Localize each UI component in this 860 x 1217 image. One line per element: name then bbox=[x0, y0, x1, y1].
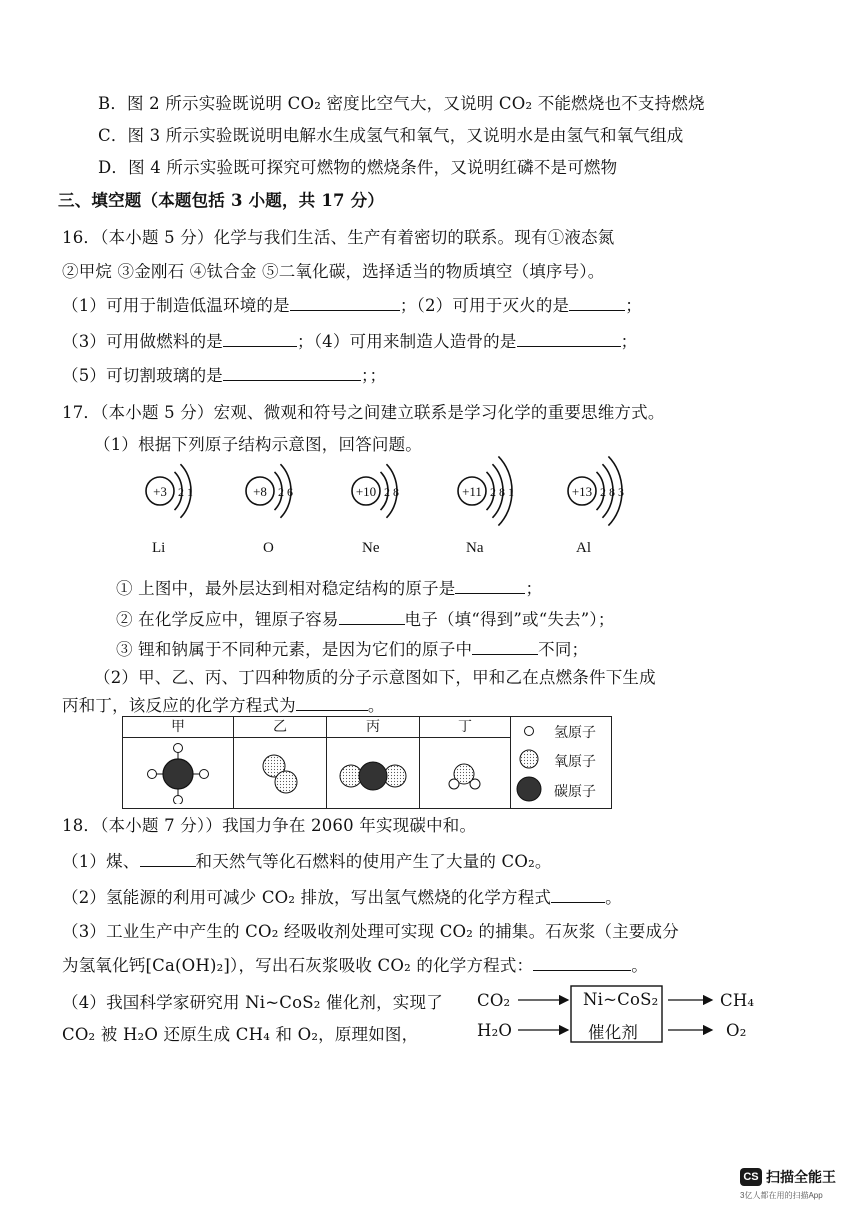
scanner-brand: 扫描全能王 bbox=[766, 1169, 836, 1185]
legend-oxygen: 氧原子 bbox=[554, 754, 596, 770]
q17-sub2-end: 。 bbox=[367, 696, 385, 715]
electron-count: 2 bbox=[384, 485, 390, 499]
q17-q2 bbox=[116, 606, 615, 630]
q18-line-5: （4）我国科学家研究用 Ni~CoS₂ 催化剂，实现了 bbox=[62, 993, 443, 1012]
answer-blank[interactable] bbox=[517, 332, 621, 347]
answer-blank[interactable] bbox=[290, 296, 400, 311]
q17-q3-text: ③ 锂和钠属于不同种元素，是因为它们的原子中 bbox=[116, 640, 473, 659]
q17-q3-end: 不同； bbox=[538, 640, 589, 659]
co2-molecule bbox=[327, 738, 419, 804]
q18-p2a: （2）氢能源的利用可减少 CO₂ 排放，写出氢气燃烧的化学方程式 bbox=[62, 888, 552, 907]
q16-line-2 bbox=[62, 328, 637, 352]
electron-count: 2 bbox=[178, 485, 184, 499]
q16-semicolon: ； bbox=[620, 332, 638, 351]
option-d: D．图 4 所示实验既可探究可燃物的燃烧条件，又说明红磷不是可燃物 bbox=[98, 158, 618, 177]
q17-q1-text: ① 上图中，最外层达到相对稳定结构的原子是 bbox=[116, 579, 456, 598]
atom-nucleus-charge: +8 bbox=[253, 484, 267, 499]
q17-sub2-text: 丙和丁，该反应的化学方程式为 bbox=[62, 696, 296, 715]
q16-stem-2: ②甲烷 ③金刚石 ④钛合金 ⑤二氧化碳，选择适当的物质填空（填序号）。 bbox=[62, 262, 605, 281]
atom-diagram-o bbox=[246, 464, 293, 518]
q18-line-4 bbox=[62, 952, 648, 976]
q18-line-1 bbox=[62, 848, 552, 872]
q16-part5: （5）可切割玻璃的是 bbox=[62, 366, 223, 385]
electron-count: 2 bbox=[278, 485, 284, 499]
q16-stem-1: 16．（本小题 5 分）化学与我们生活、生产有着密切的联系。现有①液态氮 bbox=[62, 228, 615, 247]
atom-nucleus-charge: +10 bbox=[355, 484, 377, 499]
answer-blank[interactable] bbox=[569, 296, 625, 311]
q16-part2: ；（2）可用于灭火的是 bbox=[399, 296, 570, 315]
electron-count: 8 bbox=[393, 485, 399, 499]
q16-tail: ；； bbox=[361, 366, 387, 385]
answer-blank[interactable] bbox=[296, 696, 368, 711]
electron-count: 2 bbox=[490, 485, 496, 499]
legend-hydrogen: 氢原子 bbox=[554, 725, 596, 741]
atom-diagram-al bbox=[568, 456, 624, 525]
q17-q2-text: ② 在化学反应中，锂原子容易 bbox=[116, 610, 339, 629]
atom-label-ne: Ne bbox=[362, 540, 380, 556]
atom-label-al: Al bbox=[576, 540, 591, 556]
atom-nucleus-charge: +11 bbox=[462, 484, 482, 499]
scanner-badge bbox=[740, 1167, 836, 1201]
electron-count: 6 bbox=[287, 485, 293, 499]
option-b: B．图 2 所示实验既说明 CO₂ 密度比空气大，又说明 CO₂ 不能燃烧也不支持燃烧 bbox=[98, 94, 705, 113]
atom-label-o: O bbox=[263, 540, 274, 556]
atom-nucleus-charge: +3 bbox=[153, 484, 167, 499]
q16-part4: ；（4）可用来制造人造骨的是 bbox=[297, 332, 517, 351]
electron-count: 8 bbox=[499, 485, 505, 499]
oxygen-molecule bbox=[234, 738, 326, 804]
electron-count: 1 bbox=[187, 485, 193, 499]
q16-part1: （1）可用于制造低温环境的是 bbox=[62, 296, 290, 315]
q17-q3 bbox=[116, 636, 588, 660]
legend-carbon: 碳原子 bbox=[554, 784, 596, 800]
q18-line-3: （3）工业生产中产生的 CO₂ 经吸收剂处理可实现 CO₂ 的捕集。石灰浆（主要成分 bbox=[62, 922, 679, 941]
methane-molecule bbox=[123, 738, 233, 804]
atom-label-na: Na bbox=[466, 540, 484, 556]
atom-structure-diagrams bbox=[0, 450, 860, 530]
section-heading: 三、填空题（本题包括 3 小题，共 17 分） bbox=[58, 191, 385, 210]
electron-count: 1 bbox=[508, 485, 514, 499]
diagram-input-h2o: H₂O bbox=[477, 1021, 513, 1040]
answer-blank[interactable] bbox=[339, 610, 405, 625]
q17-sub2-line1: （2）甲、乙、丙、丁四种物质的分子示意图如下，甲和乙在点燃条件下生成 bbox=[94, 668, 656, 687]
q16-line-1 bbox=[62, 292, 642, 316]
answer-blank[interactable] bbox=[551, 888, 605, 903]
atom-diagram-ne bbox=[352, 464, 399, 518]
q18-p1b: 和天然气等化石燃料的使用产生了大量的 CO₂。 bbox=[195, 852, 552, 871]
q17-sub2-line2 bbox=[62, 692, 385, 716]
q16-part3: （3）可用做燃料的是 bbox=[62, 332, 223, 351]
diagram-input-co2: CO₂ bbox=[477, 991, 511, 1010]
electron-count: 2 bbox=[600, 485, 606, 499]
q18-p3b: 为氢氧化钙[Ca(OH)₂]），写出石灰浆吸收 CO₂ 的化学方程式： bbox=[62, 956, 534, 975]
option-c: C．图 3 所示实验既说明电解水生成氢气和氧气，又说明水是由氢气和氧气组成 bbox=[98, 126, 684, 145]
molecule-table bbox=[122, 716, 612, 809]
atom-diagram-li bbox=[146, 464, 193, 518]
q18-p2b: 。 bbox=[605, 888, 622, 907]
electron-count: 8 bbox=[609, 485, 615, 499]
q17-q1 bbox=[116, 575, 542, 599]
water-molecule bbox=[420, 738, 510, 804]
diagram-box-line2: 催化剂 bbox=[588, 1023, 639, 1042]
answer-blank[interactable] bbox=[223, 332, 297, 347]
molecule-header-bing: 丙 bbox=[327, 717, 419, 738]
answer-blank[interactable] bbox=[533, 956, 631, 971]
atom-label-li: Li bbox=[152, 540, 166, 556]
q18-line-2 bbox=[62, 884, 622, 908]
q18-stem: 18．（本小题 7 分））我国力争在 2060 年实现碳中和。 bbox=[62, 816, 477, 835]
electron-count: 3 bbox=[618, 485, 624, 499]
diagram-output-o2: O₂ bbox=[726, 1021, 747, 1040]
q17-stem: 17．（本小题 5 分）宏观、微观和符号之间建立联系是学习化学的重要思维方式。 bbox=[62, 403, 665, 422]
q17-q2-end: 电子（填“得到”或“失去”）； bbox=[404, 610, 615, 629]
scanner-logo-icon: CS bbox=[740, 1168, 762, 1186]
diagram-output-ch4: CH₄ bbox=[720, 991, 755, 1010]
answer-blank[interactable] bbox=[223, 366, 361, 381]
atom-diagram-na bbox=[458, 456, 514, 525]
q18-line-6: CO₂ 被 H₂O 还原生成 CH₄ 和 O₂，原理如图， bbox=[62, 1025, 419, 1044]
answer-blank[interactable] bbox=[455, 579, 525, 594]
q16-semicolon: ； bbox=[625, 296, 642, 315]
molecule-header-jia: 甲 bbox=[123, 717, 233, 738]
q17-q1-end: ； bbox=[525, 579, 543, 598]
atom-nucleus-charge: +13 bbox=[571, 484, 593, 499]
answer-blank[interactable] bbox=[140, 852, 196, 867]
q17-sub1: （1）根据下列原子结构示意图，回答问题。 bbox=[94, 435, 422, 454]
answer-blank[interactable] bbox=[472, 640, 538, 655]
q16-line-3 bbox=[62, 362, 386, 386]
diagram-box-line1: Ni~CoS₂ bbox=[583, 990, 659, 1009]
molecule-header-yi: 乙 bbox=[234, 717, 326, 738]
q18-p1a: （1）煤、 bbox=[62, 852, 140, 871]
q18-p3c: 。 bbox=[631, 956, 648, 975]
scanner-tagline: 3亿人都在用的扫描App bbox=[740, 1191, 823, 1200]
molecule-header-ding: 丁 bbox=[420, 717, 510, 738]
